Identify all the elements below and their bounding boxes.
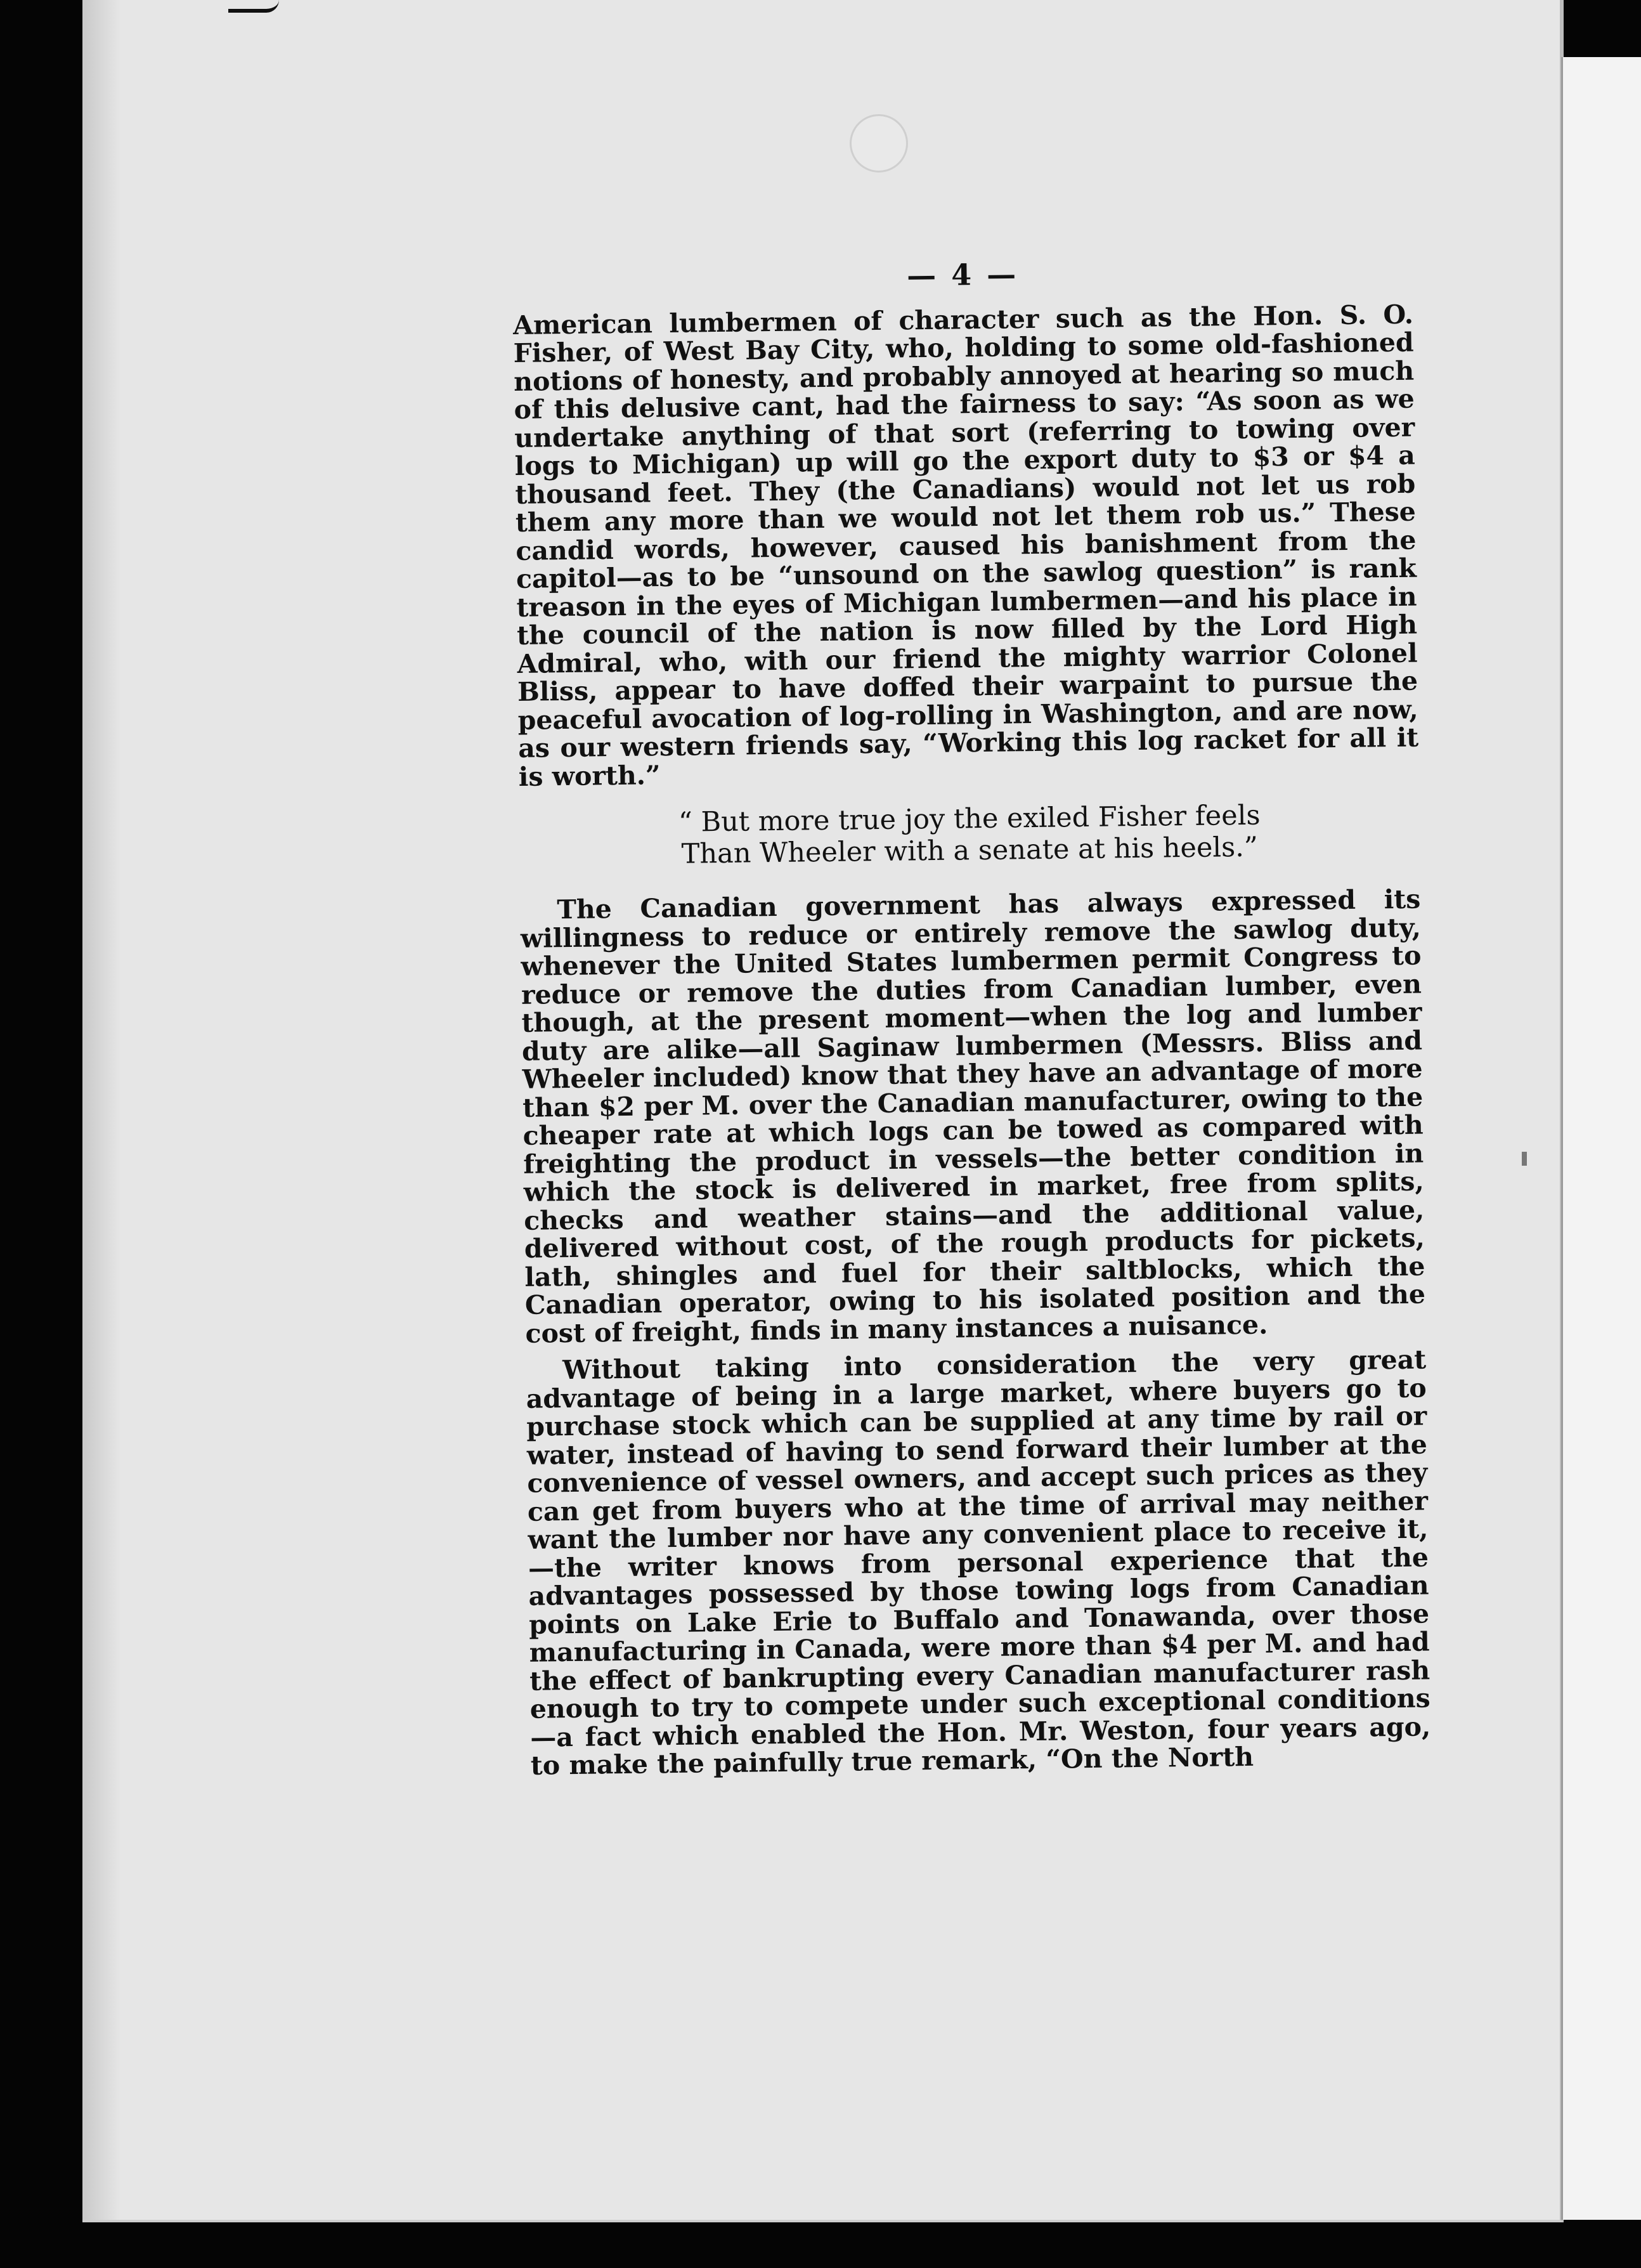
adjacent-page-edge [1561,57,1641,2220]
paragraph-1: American lumbermen of character such as the Hon. S. O. Fisher, of West Bay City, who, holding to some old-fashioned notions of honesty, and probably annoyed at hearing so much of this delusive cant, had the fairness to say: “As soon as we undertake anything of that sort (referring to towing over logs to Michigan) up will go the export duty to $3 or $4 a thousand feet. They (the Canadians) would not let us rob them any more than we would not let them rob us.” These candid words, however, caused his banishment from the capitol—as to be “unsound on the sawlog question” is rank treason in the eyes of Michigan lumbermen—and his place in the council of the nation is now filled by the Lord High Admiral, who, with our friend the mighty warrior Colonel Bliss, appear to have doffed their warpaint to pursue the peaceful avocation of log-rolling in Washington, and are now, as our western friends say, “Working this log racket for all it is worth.” [512,299,1419,792]
page-text-block [512,256,1431,1780]
page-number: — 4 — [906,257,1019,293]
page-edge-mark [1522,1152,1527,1166]
paragraph-3: Without taking into consideration the very great advantage of being in a large market, where buyers go to purchase stock which can be supplied at any time by rail or water, instead of having to send forward their lumber at the convenience of vessel owners, and accept such prices as they can get from buyers who at the time of arrival may neither want the lumber nor have any convenient place to receive it,—the writer knows from personal experience that the advantages possessed by those towing logs from Canadian points on Lake Erie to Buffalo and Tonawanda, over those manufacturing in Canada, were more than $4 per M. and had the effect of bankrupting every Canadian manufacturer rash enough to try to compete under such exceptional conditions—a fact which enabled the Hon. Mr. Weston, four years ago, to make the painfully true remark, “On the North [526,1344,1431,1781]
paragraph-2: The Canadian government has always expressed its willingness to reduce or entirely remove the sawlog duty, whenever the United States lumbermen permit Congress to reduce or remove the duties from Canadian lumber, even though, at the present moment—when the log and lumber duty are alike—all Saginaw lumbermen (Messrs. Bliss and Wheeler included) know that they have an advantage of more than $2 per M. over the Canadian manufacturer, owing to the cheaper rate at which logs can be towed as compared with freighting the product in vessels—the better condition in which the stock is delivered in market, free from splits, checks and weather stains—and the additional value, delivered without cost, of the rough products for pickets, lath, shingles and fuel for their saltblocks, which the Canadian operator, owing to his isolated position and the cost of freight, finds in many instances a nuisance. [520,883,1426,1349]
verse-quote: “ But more true joy the exiled Fisher feels Than Wheeler with a senate at his heels.” [678,799,1261,870]
paper-blemish [850,114,908,173]
ink-mark [228,0,279,13]
page-left-shadow [82,0,120,2220]
